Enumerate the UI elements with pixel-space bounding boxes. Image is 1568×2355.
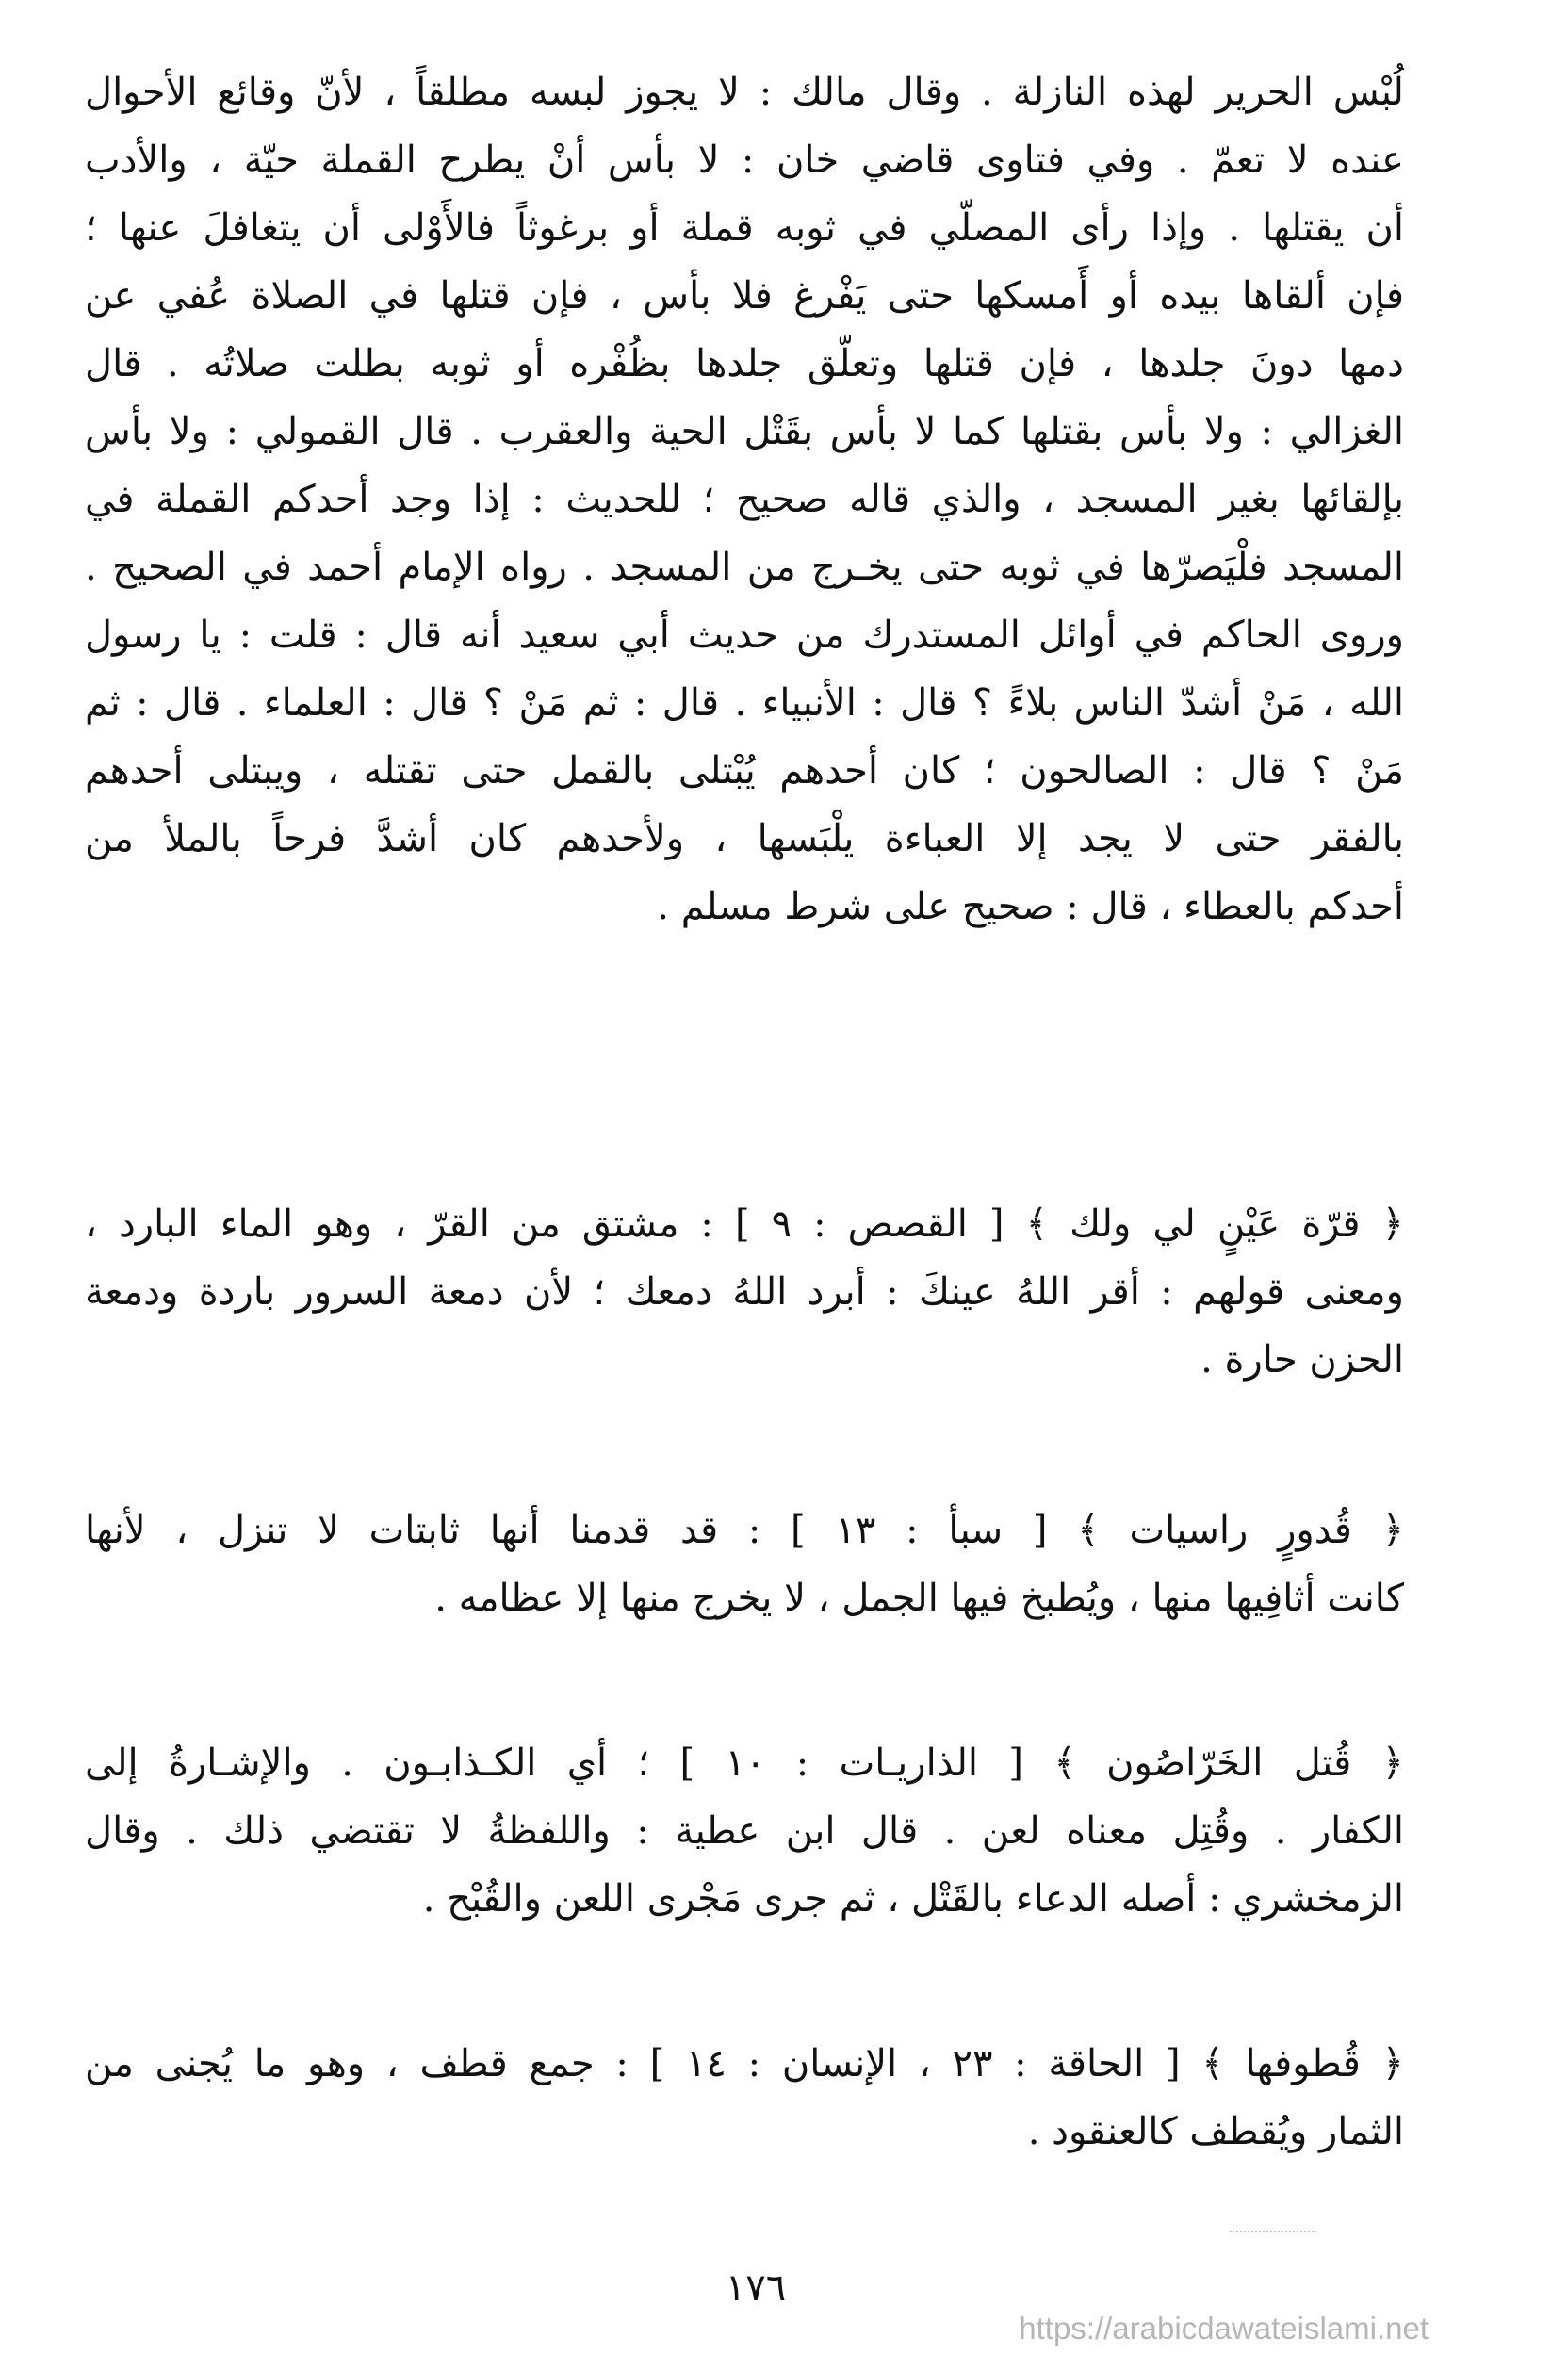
text-line: أن يقتلها . وإذا رأى المصلّي في ثوبه قملة أو برغوثاً فالأَوْلى أن يتغافلَ عنها ؛	[85, 206, 1404, 250]
paragraph-qurrat-ayn	[85, 1190, 1404, 1394]
text-line: وروى الحاكم في أوائل المستدرك من حديث أبي سعيد أنه قال : قلت : يا رسول	[85, 613, 1404, 657]
text-line: ﴿ قُطوفها ﴾ [ الحاقة : ٢٣ ، الإنسان : ١٤ ] : جمع قطف ، وهو ما يُجنى من	[85, 2042, 1404, 2085]
scan-artifact	[1230, 2231, 1316, 2232]
text-line: الكفار . وقُتِل معناه لعن . قال ابن عطية : واللفظةُ لا تقتضي ذلك . وقال	[85, 1809, 1404, 1853]
text-line: الزمخشري : أصله الدعاء بالقَتْل ، ثم جرى مَجْرى اللعن والقُبْح .	[422, 1877, 1404, 1921]
text-line: كانت أثافِيها منها ، ويُطبخ فيها الجمل ، لا يخرج منها إلا عظامه .	[434, 1577, 1404, 1620]
watermark-url: https://arabicdawateislami.net	[1019, 2311, 1429, 2346]
text-line: ومعنى قولهم : أقر اللهُ عينكَ : أبرد اللهُ دمعك ؛ لأن دمعة السرور باردة ودمعة	[85, 1270, 1404, 1314]
text-line: ﴿ قرّة عَيْنٍ لي ولك ﴾ [ القصص : ٩ ] : مشتق من القرّ ، وهو الماء البارد ،	[85, 1202, 1404, 1246]
text-line: المسجد فلْيَصرّها في ثوبه حتى يخـرج من المسجد . رواه الإمام أحمد في الصحيح .	[85, 546, 1404, 589]
text-line: ﴿ قُتل الخَرّاصُون ﴾ [ الذاريـات : ١٠ ] ؛ أي الكـذابـون . والإشـارةُ إلى	[85, 1742, 1404, 1785]
text-line: الله ، مَنْ أشدّ الناس بلاءً ؟ قال : الأنبياء . قال : ثم مَنْ ؟ قال : العلماء . قال : ثم	[85, 681, 1404, 725]
text-line: مَنْ ؟ قال : الصالحون ؛ كان أحدهم يُبْتلى بالقمل حتى تقتله ، ويبتلى أحدهم	[85, 749, 1404, 793]
text-line: بإلقائها بغير المسجد ، والذي قاله صحيح ؛ للحديث : إذا وجد أحدكم القملة في	[85, 478, 1404, 521]
text-line: عنده لا تعمّ . وفي فتاوى قاضي خان : لا بأس أنْ يطرح القملة حيّة ، والأدب	[85, 139, 1404, 182]
text-line: الحزن حارة .	[1200, 1338, 1404, 1382]
paragraph-lice-ruling	[85, 58, 1404, 940]
text-line: الغزالي : ولا بأس بقتلها كما لا بأس بقَتْل الحية والعقرب . قال القمولي : ولا بأس	[85, 410, 1404, 453]
text-line: فإن ألقاها بيده أو أَمسكها حتى يَفْرغ فلا بأس ، فإن قتلها في الصلاة عُفي عن	[85, 274, 1404, 318]
text-line: الثمار ويُقطف كالعنقود .	[1027, 2110, 1404, 2153]
text-line: بالفقر حتى لا يجد إلا العباءة يلْبَسها ، ولأحدهم كان أشدَّ فرحاً بالملأ من	[85, 817, 1404, 860]
paragraph-qudur-rasiyat	[85, 1496, 1404, 1632]
text-line: ﴿ قُدورٍ راسيات ﴾ [ سبأ : ١٣ ] : قد قدمنا أنها ثابتات لا تنزل ، لأنها	[85, 1509, 1404, 1552]
page-number: ١٧٦	[725, 2266, 787, 2310]
paragraph-qutufuha	[85, 2030, 1404, 2166]
paragraph-qutila-al-kharrasun	[85, 1729, 1404, 1933]
text-line: دمها دونَ جلدها ، فإن قتلها وتعلّق جلدها بظُفْره أو ثوبه بطلت صلاتُه . قال	[85, 342, 1404, 385]
text-line: أحدكم بالعطاء ، قال : صحيح على شرط مسلم .	[657, 885, 1404, 928]
text-line: لُبْس الحرير لهذه النازلة . وقال مالك : لا يجوز لبسه مطلقاً ، لأنّ وقائع الأحوال	[85, 71, 1404, 114]
